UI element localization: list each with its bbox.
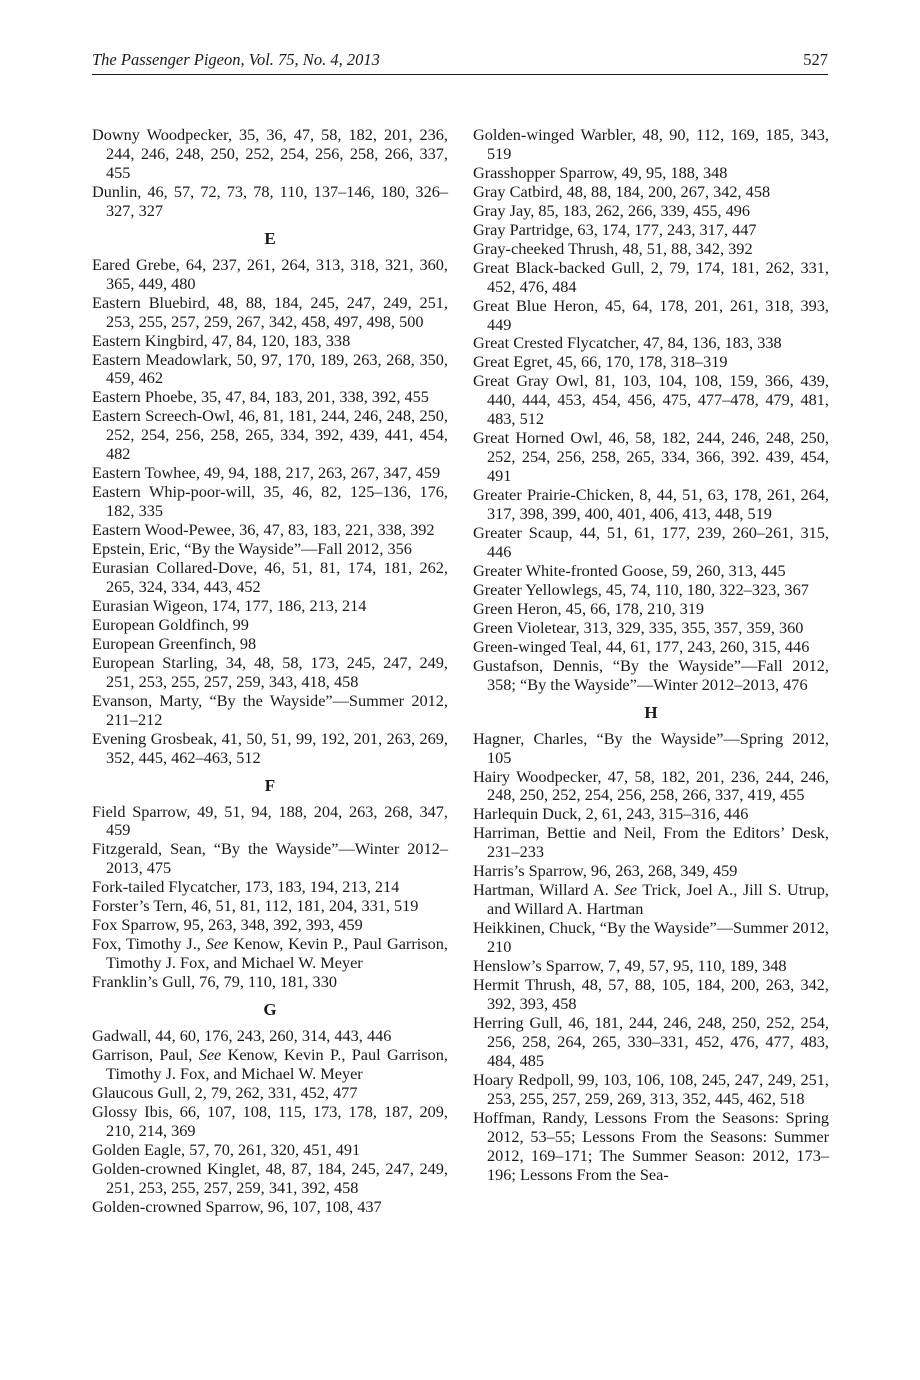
cross-reference-text: Kenow, Kevin P., Paul Garrison, Timothy J. Fox, and Michael W. Meyer — [106, 934, 448, 973]
index-entry: Golden-winged Warbler, 48, 90, 112, 169, 185, 343, 519 — [473, 125, 829, 163]
index-entry: Gray Partridge, 63, 174, 177, 243, 317, 447 — [473, 219, 757, 239]
index-entry: Hermit Thrush, 48, 57, 88, 105, 184, 200, 263, 342, 392, 393, 458 — [473, 974, 829, 1013]
running-head — [92, 48, 828, 75]
index-entry — [92, 1046, 448, 1084]
index-entry: Evening Grosbeak, 41, 50, 51, 99, 192, 201, 263, 269, 352, 445, 462–463, 512 — [92, 728, 448, 767]
index-entry: Eastern Wood-Pewee, 36, 47, 83, 183, 221, 338, 392 — [92, 520, 435, 540]
index-entry: European Starling, 34, 48, 58, 173, 245, 247, 249, 251, 253, 255, 257, 259, 343, 418, 458 — [92, 652, 448, 691]
cross-reference-text: Kenow, Kevin P., Paul Garrison, Timothy J. Fox, and Michael W. Meyer — [106, 1044, 448, 1083]
index-entry: Gray Jay, 85, 183, 262, 266, 339, 455, 496 — [473, 200, 751, 220]
index-entry: Epstein, Eric, “By the Wayside”—Fall 2012, 356 — [92, 539, 412, 559]
index-entry: Eastern Screech-Owl, 46, 81, 181, 244, 246, 248, 250, 252, 254, 256, 258, 265, 334, 392, 439, 441, 454, 482 — [92, 406, 448, 464]
index-entry: Fox Sparrow, 95, 263, 348, 392, 393, 459 — [92, 915, 363, 935]
index-entry: Eurasian Collared-Dove, 46, 51, 81, 174, 181, 262, 265, 324, 334, 443, 452 — [92, 558, 448, 596]
index-entry: Franklin’s Gull, 76, 79, 110, 181, 330 — [92, 972, 337, 992]
index-entry — [92, 935, 448, 973]
index-entry: Henslow’s Sparrow, 7, 49, 57, 95, 110, 189, 348 — [473, 956, 787, 976]
section-letter: E — [264, 228, 276, 248]
index-entry: Hairy Woodpecker, 47, 58, 182, 201, 236, 244, 246, 248, 250, 252, 254, 256, 258, 266, 337, 419, 455 — [473, 766, 829, 805]
index-entry: Golden-crowned Kinglet, 48, 87, 184, 245, 247, 249, 251, 253, 255, 257, 259, 341, 392, 458 — [92, 1158, 448, 1197]
index-entry: Heikkinen, Chuck, “By the Wayside”—Summer 2012, 210 — [473, 918, 829, 957]
index-entry: Eastern Bluebird, 48, 88, 184, 245, 247, 249, 251, 253, 255, 257, 259, 267, 342, 458, 497, 498, 500 — [92, 292, 448, 331]
index-entry: Glossy Ibis, 66, 107, 108, 115, 173, 178, 187, 209, 210, 214, 369 — [92, 1101, 448, 1140]
index-entry: Great Crested Flycatcher, 47, 84, 136, 183, 338 — [473, 333, 782, 353]
index-entry: Eastern Towhee, 49, 94, 188, 217, 263, 267, 347, 459 — [92, 463, 441, 483]
index-entry: Greater Prairie-Chicken, 8, 44, 51, 63, 178, 261, 264, 317, 398, 399, 400, 401, 406, 413, 448, 519 — [473, 485, 829, 524]
index-entry: Downy Woodpecker, 35, 36, 47, 58, 182, 201, 236, 244, 246, 248, 250, 252, 254, 256, 258, 266, 337, 455 — [92, 125, 448, 182]
index-entry: Gadwall, 44, 60, 176, 243, 260, 314, 443, 446 — [92, 1026, 392, 1046]
index-entry: Herring Gull, 46, 181, 244, 246, 248, 250, 252, 254, 256, 258, 264, 265, 330–331, 452, 476, 477, 483, 484, 485 — [473, 1012, 829, 1070]
index-entry: Great Black-backed Gull, 2, 79, 174, 181, 262, 331, 452, 476, 484 — [473, 257, 829, 296]
entry-heading: Hartman, Willard A. — [473, 880, 615, 900]
index-entry: Gustafson, Dennis, “By the Wayside”—Fall 2012, 358; “By the Wayside”—Winter 2012–2013, 476 — [473, 655, 829, 694]
index-entry: Golden-crowned Sparrow, 96, 107, 108, 437 — [92, 1196, 382, 1216]
see-reference: See — [198, 1044, 222, 1064]
index-entry: Field Sparrow, 49, 51, 94, 188, 204, 263, 268, 347, 459 — [92, 801, 448, 840]
index-entry: Hoary Redpoll, 99, 103, 106, 108, 245, 247, 249, 251, 253, 255, 257, 259, 269, 313, 352, 445, 462, 518 — [473, 1069, 829, 1108]
index-entry: Great Horned Owl, 46, 58, 182, 244, 246, 248, 250, 252, 254, 256, 258, 265, 334, 366, 392. 439, 454, 491 — [473, 428, 829, 486]
index-entry: Harriman, Bettie and Neil, From the Editors’ Desk, 231–233 — [473, 823, 829, 862]
index-entry: Evanson, Marty, “By the Wayside”—Summer 2012, 211–212 — [92, 690, 448, 729]
index-entry: Harlequin Duck, 2, 61, 243, 315–316, 446 — [473, 804, 749, 824]
index-entry: Eastern Kingbird, 47, 84, 120, 183, 338 — [92, 330, 351, 350]
index-entry: Greater Yellowlegs, 45, 74, 110, 180, 322–323, 367 — [473, 579, 809, 599]
index-entry: Eared Grebe, 64, 237, 261, 264, 313, 318, 321, 360, 365, 449, 480 — [92, 254, 448, 293]
index-entry: Eurasian Wigeon, 174, 177, 186, 213, 214 — [92, 595, 367, 615]
index-entry: European Greenfinch, 98 — [92, 633, 257, 653]
index-entry: Golden Eagle, 57, 70, 261, 320, 451, 491 — [92, 1139, 361, 1159]
index-entry: Great Egret, 45, 66, 170, 178, 318–319 — [473, 352, 728, 372]
index-entry: Hoffman, Randy, Lessons From the Seasons: Spring 2012, 53–55; Lessons From the Seasons: Summer 2012, 169–171; The Summer Season: 2012, 173–196; Lessons From the Sea- — [473, 1107, 829, 1184]
index-entry: Great Blue Heron, 45, 64, 178, 201, 261, 318, 393, 449 — [473, 295, 829, 334]
section-letter: H — [644, 702, 658, 722]
index-column-left — [92, 126, 448, 1217]
journal-title: The Passenger Pigeon, Vol. 75, No. 4, 2013 — [92, 50, 380, 69]
index-entry: Eastern Phoebe, 35, 47, 84, 183, 201, 338, 392, 455 — [92, 387, 429, 407]
index-entry: Grasshopper Sparrow, 49, 95, 188, 348 — [473, 162, 728, 182]
index-entry: European Goldfinch, 99 — [92, 614, 249, 634]
entry-heading: Garrison, Paul, — [92, 1044, 199, 1064]
index-entry — [473, 881, 829, 919]
index-column-right — [473, 126, 829, 1184]
index-entry: Fork-tailed Flycatcher, 173, 183, 194, 213, 214 — [92, 877, 400, 897]
index-entry: Green Heron, 45, 66, 178, 210, 319 — [473, 598, 705, 618]
index-entry: Eastern Meadowlark, 50, 97, 170, 189, 263, 268, 350, 459, 462 — [92, 349, 448, 388]
index-entry: Forster’s Tern, 46, 51, 81, 112, 181, 204, 331, 519 — [92, 896, 419, 916]
index-entry: Gray-cheeked Thrush, 48, 51, 88, 342, 392 — [473, 238, 753, 258]
index-entry: Greater White-fronted Goose, 59, 260, 313, 445 — [473, 560, 786, 580]
section-letter: F — [264, 775, 276, 795]
index-entry: Hagner, Charles, “By the Wayside”—Spring 2012, 105 — [473, 728, 829, 767]
section-letter: G — [263, 1000, 277, 1020]
index-entry: Gray Catbird, 48, 88, 184, 200, 267, 342, 458 — [473, 181, 771, 201]
index-entry: Harris’s Sparrow, 96, 263, 268, 349, 459 — [473, 861, 738, 881]
see-reference: See — [614, 880, 637, 900]
index-entry: Green Violetear, 313, 329, 335, 355, 357, 359, 360 — [473, 617, 804, 637]
index-entry: Eastern Whip-poor-will, 35, 46, 82, 125–136, 176, 182, 335 — [92, 482, 448, 521]
index-entry: Great Gray Owl, 81, 103, 104, 108, 159, 366, 439, 440, 444, 453, 454, 456, 475, 477–478, 479, 481, 483, 512 — [473, 371, 829, 429]
index-entry: Fitzgerald, Sean, “By the Wayside”—Winter 2012–2013, 475 — [92, 839, 448, 878]
see-reference: See — [205, 934, 229, 954]
index-entry: Green-winged Teal, 44, 61, 177, 243, 260, 315, 446 — [473, 636, 810, 656]
index-entry: Greater Scaup, 44, 51, 61, 177, 239, 260–261, 315, 446 — [473, 523, 829, 561]
index-entry: Glaucous Gull, 2, 79, 262, 331, 452, 477 — [92, 1082, 358, 1102]
page-number: 527 — [803, 50, 828, 69]
cross-reference-text: Trick, Joel A., Jill S. Utrup, and Willard A. Hartman — [487, 880, 829, 919]
index-entry: Dunlin, 46, 57, 72, 73, 78, 110, 137–146, 180, 326–327, 327 — [92, 181, 448, 220]
entry-heading: Fox, Timothy J., — [92, 934, 206, 954]
